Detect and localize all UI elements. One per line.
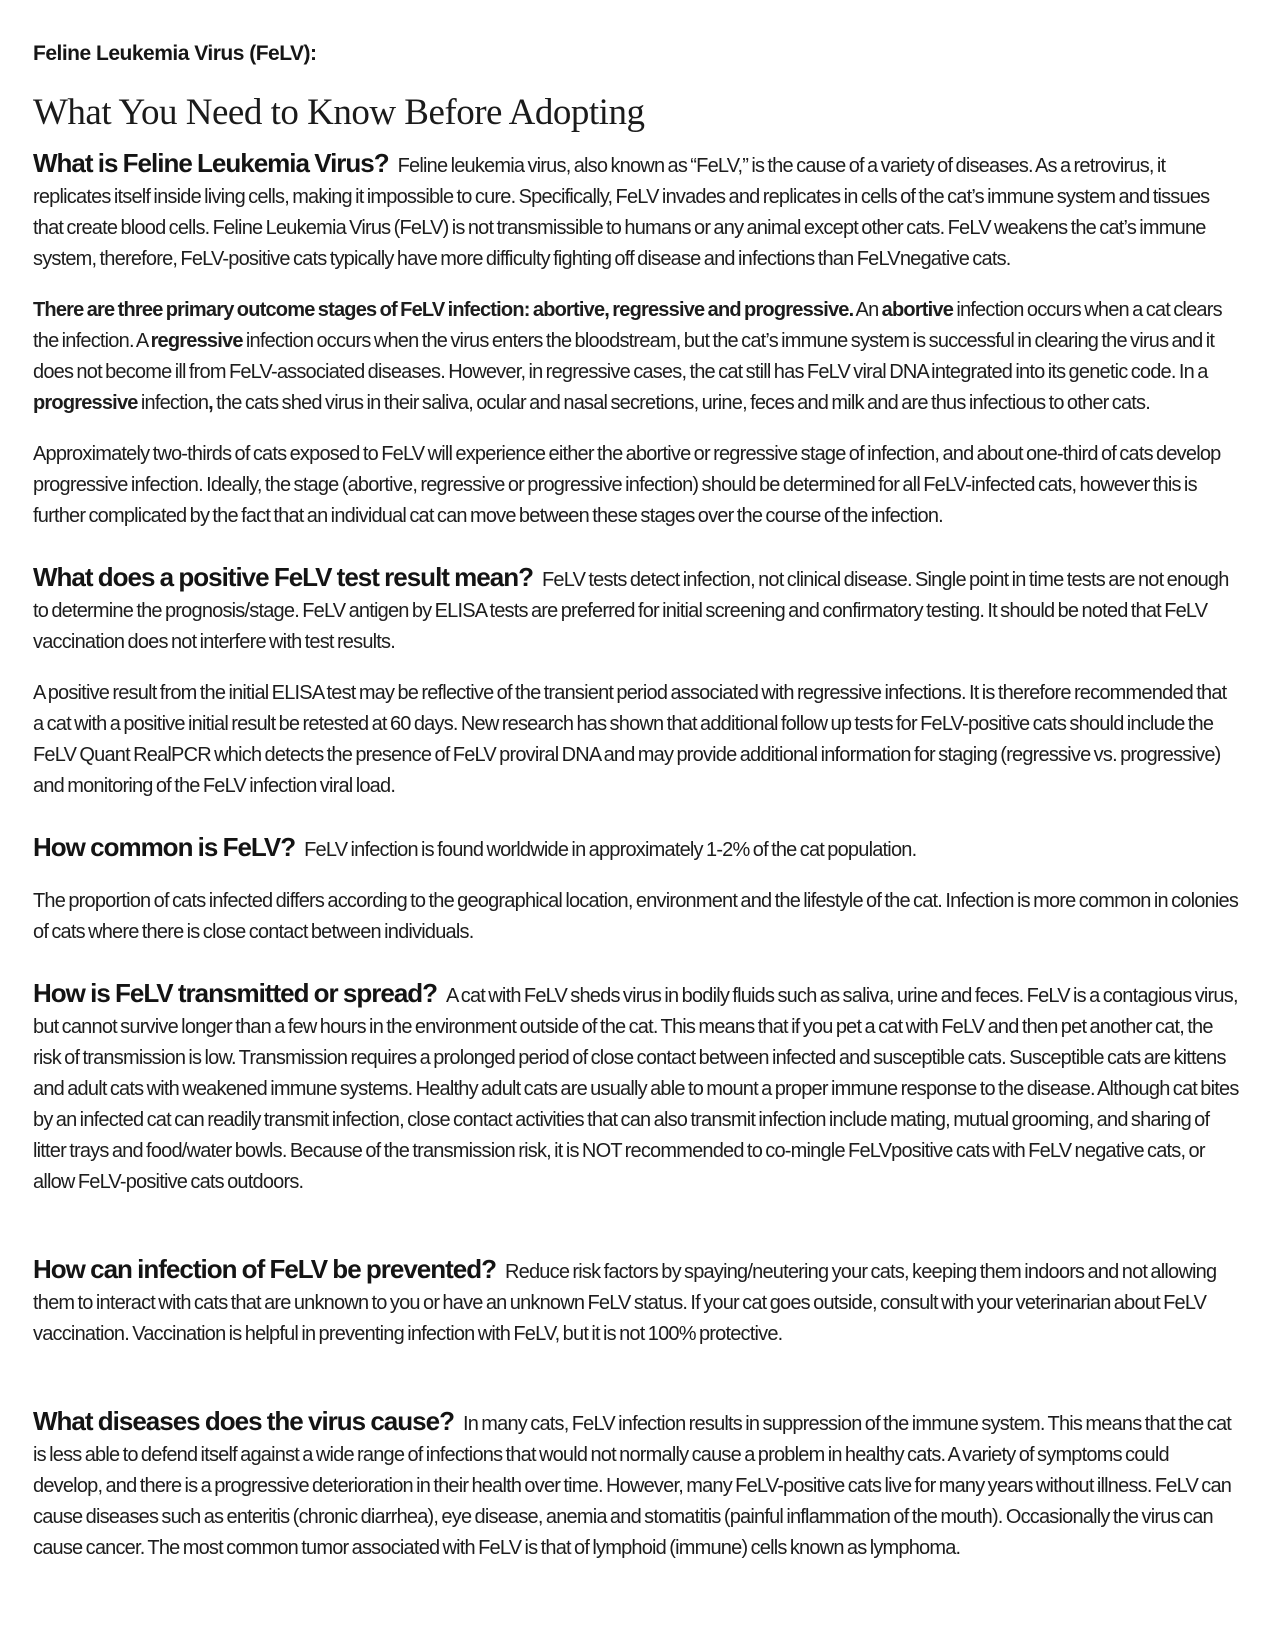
section-what-is (33, 148, 1239, 275)
text-run: An (853, 299, 882, 321)
section-lead-diseases: In many cats, FeLV infection results in suppression of the immune system. This means that the cat is less able to defend itself against a wide range of infections that would not normally cause a problem in healthy cats. A variety of symptoms could develop, and there is a progressive deterioration in their health over time. However, many FeLV-positive cats live for many years without illness. FeLV can cause diseases such as enteritis (chronic diarrhea), eye disease, anemia and stomatitis (painful inflammation of the mouth). Occasionally the virus can cause cancer. The most common tumor associated with FeLV is that of lymphoid (immune) cells known as lymphoma. (33, 1413, 1232, 1559)
section-heading-prevention: How can infection of FeLV be prevented? (33, 1254, 497, 1284)
section-heading-transmission: How is FeLV transmitted or spread? (33, 978, 438, 1008)
section-transmission (33, 978, 1239, 1198)
bold-text-run: abortive (881, 299, 954, 321)
bold-text-run: progressive (33, 392, 138, 414)
section-lead-what-is: Feline leukemia virus, also known as “FeLV,” is the cause of a variety of diseases. As a retrovirus, it replicates itself inside living cells, making it impossible to cure. Specifically, FeLV invades and replicates in cells of the cat’s immune system and tissues that create blood cells. Feline Leukemia Virus (FeLV) is not transmissible to humans or any animal except other cats. FeLV weakens the cat’s immune system, therefore, FeLV-positive cats typically have more difficulty fighting off disease and infections than FeLVnegative cats. (33, 155, 1210, 270)
document-kicker: Feline Leukemia Virus (FeLV): (33, 42, 317, 65)
paragraph-two-thirds: Approximately two-thirds of cats exposed to FeLV will experience either the abortive or regressive stage of infection, and about one-third of cats develop progressive infection. Ideally, the stage (abortive, regressive or progressive infection) should be determined for all FeLV-infected cats, however this is further complicated by the fact that an individual cat can move between these stages over the course of the infection. (33, 443, 1221, 527)
section-lead-positive-test: FeLV tests detect infection, not clinical disease. Single point in time tests are not enough to determine the prognosis/stage. FeLV antigen by ELISA tests are preferred for initial screening and confirmatory testing. It should be noted that FeLV vaccination does not interfere with test results. (33, 569, 1229, 653)
text-run: the cats shed virus in their saliva, ocular and nasal secretions, urine, feces and milk and are thus infectious to other cats. (212, 392, 1150, 414)
section-heading-positive-test: What does a positive FeLV test result mean? (33, 562, 533, 592)
bold-text-run: , (208, 392, 213, 414)
section-lead-prevention: Reduce risk factors by spaying/neutering your cats, keeping them indoors and not allowing them to interact with cats that are unknown to you or have an unknown FeLV status. If your cat goes outside, consult with your veterinarian about FeLV vaccination. Vaccination is helpful in preventing infection with FeLV, but it is not 100% protective. (33, 1261, 1217, 1345)
bold-text-run: There are three primary outcome stages of FeLV infection: abortive, regressive and progressive. (33, 299, 854, 321)
section-prevention (33, 1254, 1239, 1350)
section-positive-test (33, 562, 1239, 658)
section-lead-how-common: FeLV infection is found worldwide in approximately 1-2% of the cat population. (304, 839, 917, 861)
paragraph-elisa-retest: A positive result from the initial ELISA test may be reflective of the transient period associated with regressive infections. It is therefore recommended that a cat with a positive initial result be retested at 60 days. New research has shown that additional follow up tests for FeLV-positive cats should include the FeLV Quant RealPCR which detects the presence of FeLV proviral DNA and may provide additional information for staging (regressive vs. progressive) and monitoring of the FeLV infection viral load. (33, 682, 1227, 797)
section-lead-transmission: A cat with FeLV sheds virus in bodily fluids such as saliva, urine and feces. FeLV is a contagious virus, but cannot survive longer than a few hours in the environment outside of the cat. This means that if you pet a cat with FeLV and then pet another cat, the risk of transmission is low. Transmission requires a prolonged period of close contact between infected and susceptible cats. Susceptible cats are kittens and adult cats with weakened immune systems. Healthy adult cats are usually able to mount a proper immune response to the disease. Although cat bites by an infected cat can readily transmit infection, close contact activities that can also transmit infection include mating, mutual grooming, and sharing of litter trays and food/water bowls. Because of the transmission risk, it is NOT recommended to co-mingle FeLVpositive cats with FeLV negative cats, or allow FeLV-positive cats outdoors. (33, 985, 1239, 1193)
paragraph-stages (33, 295, 1239, 419)
section-heading-how-common: How common is FeLV? (33, 832, 296, 862)
section-heading-what-is: What is Feline Leukemia Virus? (33, 148, 389, 178)
text-run: infection occurs when the virus enters the bloodstream, but the cat’s immune system is successful in clearing the virus and it does not become ill from FeLV-associated diseases. However, in regressive cases, the cat still has FeLV viral DNA integrated into its genetic code. In a (33, 330, 1215, 383)
paragraph-proportion: The proportion of cats infected differs according to the geographical location, environment and the lifestyle of the cat. Infection is more common in colonies of cats where there is close contact between individuals. (33, 890, 1239, 943)
section-how-common (33, 832, 1239, 866)
section-diseases (33, 1406, 1239, 1564)
text-run: infection (137, 392, 209, 414)
page-title: What You Need to Know Before Adopting (33, 92, 645, 133)
section-heading-diseases: What diseases does the virus cause? (33, 1406, 454, 1436)
text-run: infection occurs when a cat clears the infection. A (33, 299, 1222, 352)
bold-text-run: regressive (150, 330, 243, 352)
